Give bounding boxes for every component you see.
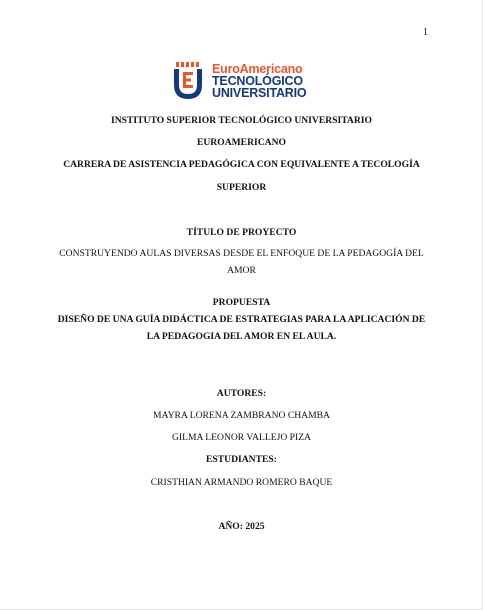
author-name: MAYRA LORENA ZAMBRANO CHAMBA <box>153 410 330 421</box>
student-name: CRISTHIAN ARMANDO ROMERO BAQUE <box>150 477 333 488</box>
institution-logo <box>170 60 306 102</box>
proposal-line2: LA PEDAGOGIA DEL AMOR EN EL AULA. <box>146 331 337 342</box>
project-heading: TÍTULO DE PROYECTO <box>186 227 297 238</box>
students-heading: ESTUDIANTES: <box>206 454 277 465</box>
author-name: GILMA LEONOR VALLEJO PIZA <box>171 432 312 443</box>
career-line1: CARRERA DE ASISTENCIA PEDAGÓGICA CON EQUIVALENTE A TECOLOGÍA <box>63 159 420 170</box>
career-line2: SUPERIOR <box>216 182 267 193</box>
project-title-line2: AMOR <box>227 265 256 276</box>
logo-emblem-icon <box>170 61 206 101</box>
project-title-line1: CONSTRUYENDO AULAS DIVERSAS DESDE EL ENFOQUE DE LA PEDAGOGÍA DEL <box>59 248 424 259</box>
logo-wordmark-line2: TECNOLÓGICO <box>212 74 303 88</box>
authors-heading: AUTORES: <box>216 388 267 399</box>
logo-wordmark-line1: EuroAmericano <box>212 62 303 76</box>
institution-name-line1: INSTITUTO SUPERIOR TECNOLÓGICO UNIVERSITARIO <box>111 115 372 126</box>
page-number: 1 <box>423 27 428 38</box>
logo-wordmark <box>212 63 306 99</box>
proposal-line1: DISEÑO DE UNA GUÍA DIDÁCTICA DE ESTRATEGIAS PARA LA APLICACIÓN DE <box>57 314 426 325</box>
proposal-heading: PROPUESTA <box>212 297 271 308</box>
logo-wordmark-line3: UNIVERSITARIO <box>212 86 307 100</box>
institution-name-line2: EUROAMERICANO <box>196 137 286 148</box>
year: AÑO: 2025 <box>218 521 265 532</box>
